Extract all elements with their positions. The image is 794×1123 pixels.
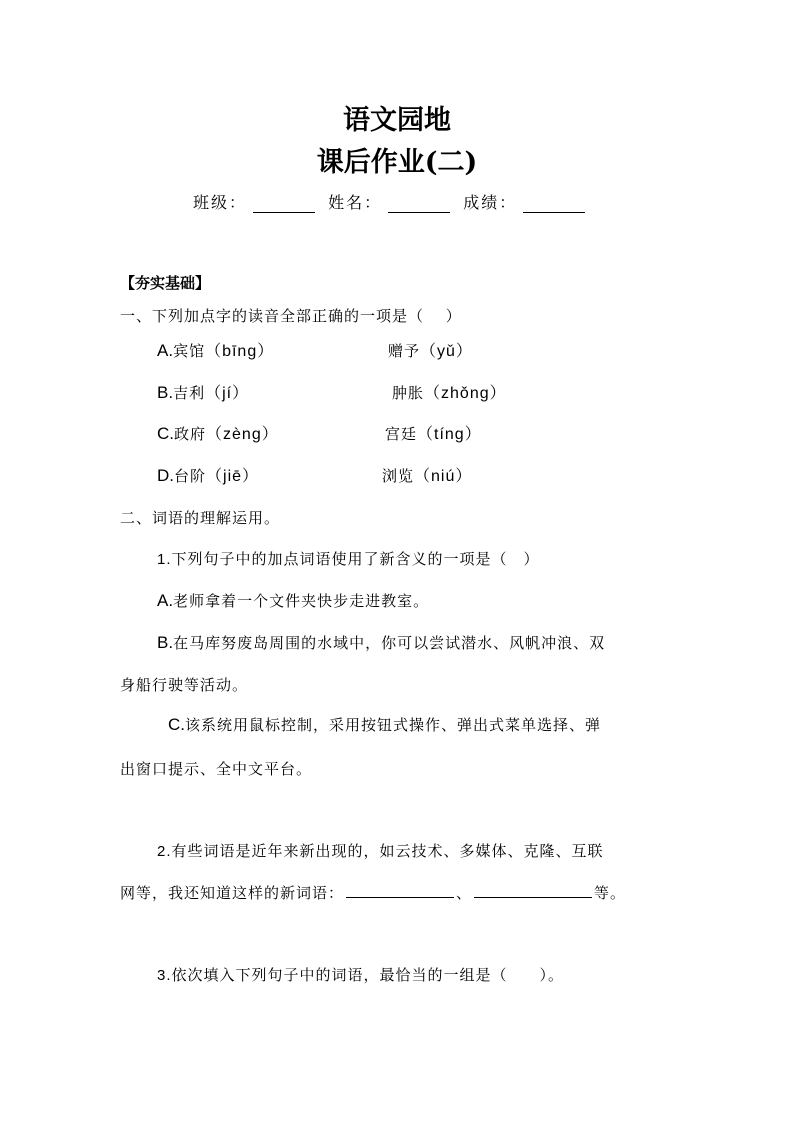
option-pinyin: （yǔ） bbox=[420, 343, 473, 360]
option-d-left bbox=[157, 463, 259, 486]
option-word: 肿胀 bbox=[392, 384, 425, 402]
option-b-right bbox=[392, 380, 507, 403]
option-pinyin: （jí） bbox=[205, 385, 250, 402]
subquestion-1-option-b-line1 bbox=[157, 632, 605, 653]
option-text: 该系统用鼠标控制，采用按钮式操作、弹出式菜单选择、弹 bbox=[185, 716, 602, 734]
option-letter: C. bbox=[168, 715, 185, 734]
subquestion-text: 等。 bbox=[594, 884, 627, 902]
option-pinyin: （niú） bbox=[414, 468, 473, 485]
class-label: 班级： bbox=[193, 193, 248, 212]
option-letter: B. bbox=[157, 633, 174, 652]
option-word: 台阶 bbox=[174, 467, 207, 485]
subquestion-1-option-a bbox=[157, 590, 429, 611]
question-2-stem: 二、词语的理解运用。 bbox=[120, 509, 281, 527]
option-pinyin: （jiē） bbox=[206, 468, 260, 485]
option-letter: A. bbox=[157, 341, 174, 360]
subquestion-number: 1. bbox=[157, 551, 172, 568]
option-d-right bbox=[382, 463, 472, 486]
section-heading: 【夯实基础】 bbox=[120, 274, 211, 292]
answer-blank-1[interactable] bbox=[346, 883, 454, 898]
option-word: 政府 bbox=[174, 425, 207, 443]
option-text: 在马库努废岛周围的水域中，你可以尝试潜水、风帆冲浪、双 bbox=[173, 634, 606, 652]
option-word: 宫廷 bbox=[385, 425, 418, 443]
title-line-2: 课后作业(二) bbox=[316, 147, 478, 178]
option-word: 宾馆 bbox=[173, 342, 206, 360]
option-b-left bbox=[157, 380, 249, 403]
subquestion-1-option-b-line2: 身船行驶等活动。 bbox=[120, 676, 249, 694]
option-word: 吉利 bbox=[173, 384, 206, 402]
option-letter: A. bbox=[157, 591, 174, 610]
title-line-1: 语文园地 bbox=[343, 105, 451, 136]
option-letter: D. bbox=[157, 466, 174, 485]
option-word: 浏览 bbox=[382, 467, 415, 485]
option-text: 老师拿着一个文件夹快步走进教室。 bbox=[173, 592, 430, 610]
option-pinyin: （bīng） bbox=[205, 343, 275, 360]
name-blank[interactable] bbox=[388, 194, 450, 213]
student-info-row bbox=[193, 190, 591, 213]
option-pinyin: （zèng） bbox=[206, 426, 279, 443]
question-1-stem: 一、下列加点字的读音全部正确的一项是（ ） bbox=[120, 307, 462, 325]
option-letter: C. bbox=[157, 424, 174, 443]
subquestion-number: 3. bbox=[157, 967, 172, 984]
subquestion-text: 下列句子中的加点词语使用了新含义的一项是（ ） bbox=[171, 550, 540, 568]
option-a-right bbox=[388, 338, 473, 361]
option-word: 赠予 bbox=[388, 342, 421, 360]
subquestion-2-line1 bbox=[157, 840, 604, 861]
subquestion-number: 2. bbox=[157, 843, 172, 860]
class-blank[interactable] bbox=[253, 194, 315, 213]
subquestion-text: 网等，我还知道这样的新词语： bbox=[120, 884, 345, 902]
option-pinyin: （zhǒng） bbox=[424, 385, 507, 402]
subquestion-1-stem bbox=[157, 548, 540, 569]
answer-blank-2[interactable] bbox=[474, 883, 592, 898]
subquestion-text: 有些词语是近年来新出现的，如云技术、多媒体、克隆、互联 bbox=[171, 842, 604, 860]
option-pinyin: （tíng） bbox=[417, 426, 482, 443]
option-c-left bbox=[157, 421, 279, 444]
subquestion-1-option-c-line1 bbox=[168, 714, 601, 735]
score-blank[interactable] bbox=[523, 194, 585, 213]
option-a-left bbox=[157, 338, 274, 361]
separator: 、 bbox=[456, 884, 473, 902]
subquestion-2-line2 bbox=[120, 882, 626, 903]
name-label: 姓名： bbox=[328, 193, 383, 212]
subquestion-1-option-c-line2: 出窗口提示、全中文平台。 bbox=[120, 760, 313, 778]
subquestion-3-stem bbox=[157, 964, 564, 985]
option-c-right bbox=[385, 421, 482, 444]
subquestion-text: 依次填入下列句子中的词语，最恰当的一组是（ ）。 bbox=[171, 966, 565, 984]
score-label: 成绩： bbox=[463, 193, 518, 212]
option-letter: B. bbox=[157, 383, 174, 402]
